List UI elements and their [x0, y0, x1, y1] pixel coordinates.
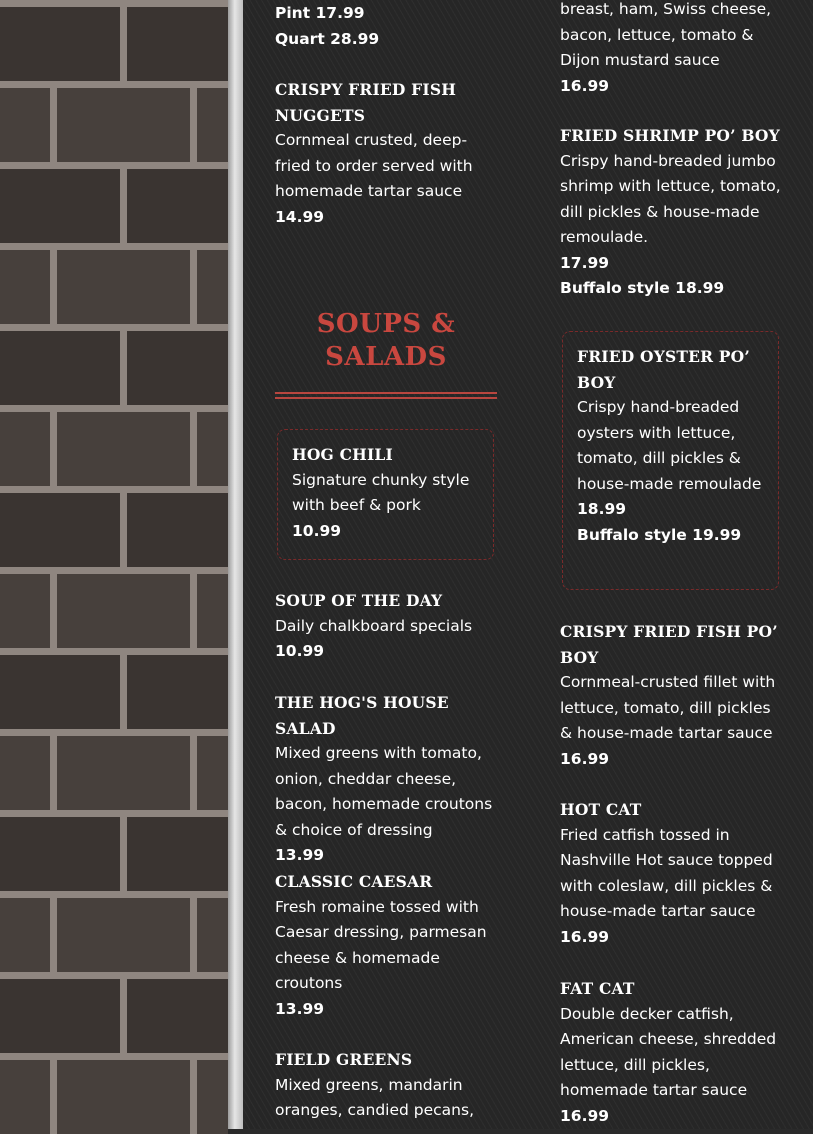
section-divider [275, 392, 497, 399]
item-description: Cornmeal crusted, deep-fried to order served with homemade tartar sauce [275, 131, 473, 200]
item-name: FIELD GREENS [275, 1050, 413, 1069]
item-name: CLASSIC CAESAR [275, 872, 433, 891]
menu-item-hot-cat [560, 797, 785, 950]
metal-rail-divider [228, 0, 243, 1129]
item-name: SOUP OF THE DAY [275, 591, 443, 610]
price-pint: Pint 17.99 [275, 4, 365, 22]
item-description: Daily chalkboard specials [275, 616, 473, 635]
item-price: 16.99 [560, 1106, 610, 1125]
price-quart: Quart 28.99 [275, 29, 380, 48]
item-description: Mixed greens, mandarin oranges, candied pecans, [275, 1075, 474, 1119]
menu-item-continued [560, 0, 785, 99]
item-description: Mixed greens with tomato, onion, cheddar cheese, bacon, homemade croutons & choice of dressing [275, 744, 493, 839]
item-name: HOT CAT [560, 800, 642, 819]
top-prices [275, 1, 497, 52]
section-title-soups-salads: SOUPS & SALADS [316, 309, 456, 372]
item-price: 10.99 [275, 642, 325, 660]
menu-item-soup-of-the-day [275, 588, 497, 665]
menu-item-crispy-fish-po-boy [560, 619, 785, 772]
item-description: Crispy hand-breaded jumbo shrimp with lettuce, tomato, dill pickles & house-made remoulade. [560, 151, 781, 246]
item-name: THE HOG'S HOUSE SALAD [275, 693, 449, 738]
item-description: Crispy hand-breaded oysters with lettuce, tomato, dill pickles & house-made remoulade [577, 398, 762, 493]
menu-item-field-greens [275, 1047, 497, 1124]
item-price: 13.99 [275, 999, 325, 1018]
item-name: HOG CHILI [292, 445, 393, 464]
item-price: 16.99 [560, 749, 610, 768]
menu-item-house-salad [275, 690, 497, 869]
item-name: FAT CAT [560, 979, 635, 998]
brick-row [0, 1060, 228, 1134]
item-description: Double decker catfish, American cheese, shredded lettuce, dill pickles, homemade tartar sauce [560, 1004, 777, 1099]
item-price: 14.99 [275, 207, 325, 226]
item-alt-price: Buffalo style 19.99 [577, 525, 742, 544]
brick-row [0, 250, 228, 324]
item-price: 16.99 [560, 76, 610, 95]
item-description: Cornmeal-crusted fillet with lettuce, tomato, dill pickles & house-made tartar sauce [560, 673, 776, 742]
menu-item-fish-nuggets [275, 77, 497, 230]
item-price: 16.99 [560, 927, 610, 946]
item-price: 10.99 [292, 521, 342, 540]
item-alt-price: Buffalo style 18.99 [560, 279, 725, 297]
brick-row [0, 898, 228, 972]
brick-row [0, 88, 228, 162]
item-description: Fresh romaine tossed with Caesar dressing, parmesan cheese & homemade croutons [275, 897, 487, 992]
item-description: Fried catfish tossed in Nashville Hot sauce topped with coleslaw, dill pickles & house-made tartar sauce [560, 825, 773, 920]
brick-row [0, 736, 228, 810]
item-name: FRIED SHRIMP PO’ BOY [560, 126, 780, 145]
item-price: 17.99 [560, 253, 610, 272]
item-name: CRISPY FRIED FISH PO’ BOY [560, 622, 778, 667]
item-description: breast, ham, Swiss cheese, bacon, lettuce, tomato & Dijon mustard sauce [560, 0, 772, 69]
item-name: FRIED OYSTER PO’ BOY [577, 347, 750, 392]
item-price: 13.99 [275, 846, 325, 864]
featured-item-hog-chili [277, 429, 494, 560]
featured-item-fried-oyster-po-boy [562, 331, 779, 590]
menu-item-fried-shrimp-po-boy [560, 123, 785, 302]
item-name: CRISPY FRIED FISH NUGGETS [275, 80, 457, 125]
brick-row [0, 412, 228, 486]
item-description: Signature chunky style with beef & pork [292, 470, 470, 514]
menu-item-fat-cat [560, 976, 785, 1129]
menu-item-classic-caesar [275, 869, 497, 1022]
item-price: 18.99 [577, 500, 627, 518]
brick-row [0, 574, 228, 648]
